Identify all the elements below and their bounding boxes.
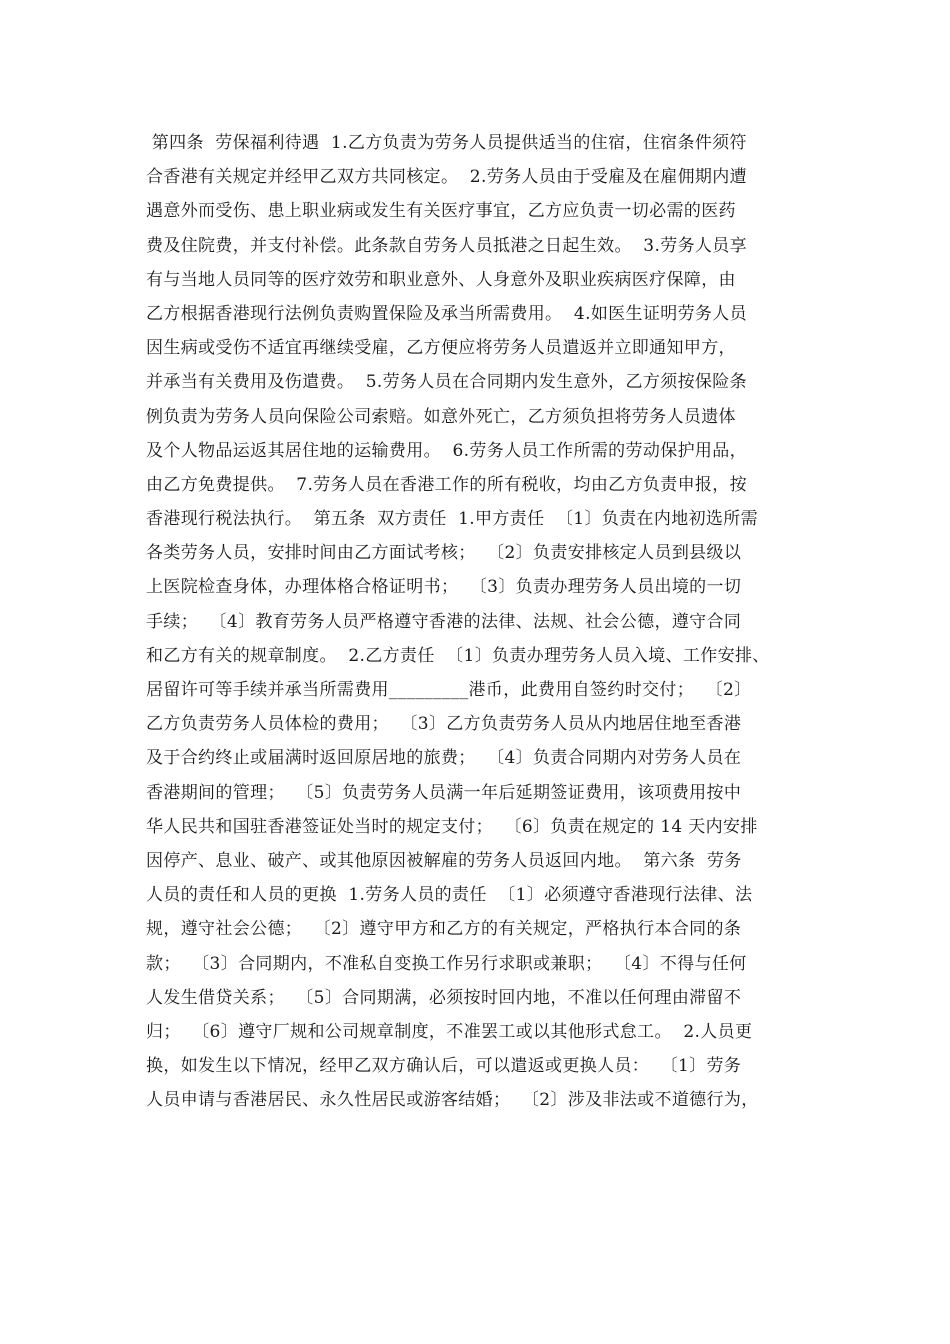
text-line: 并承当有关费用及伤遣费。 5.劳务人员在合同期内发生意外，乙方须按保险条 [146,372,747,393]
text-line: 规，遵守社会公德； 〔2〕遵守甲方和乙方的有关规定，严格执行本合同的条 [146,919,742,940]
text-line: 由乙方免费提供。 7.劳务人员在香港工作的所有税收，均由乙方负责申报，按 [146,474,747,495]
text-line: 人发生借贷关系； 〔5〕合同期满，必须按时回内地，不准以任何理由滞留不 [146,987,742,1008]
text-line: 例负责为劳务人员向保险公司索赔。如意外死亡，乙方须负担将劳务人员遗体 [146,406,736,427]
text-line: 因停产、息业、破产、或其他原因被解雇的劳务人员返回内地。 第六条 劳务 [146,850,742,871]
text-line: 归； 〔6〕遵守厂规和公司规章制度，不准罢工或以其他形式怠工。 2.人员更 [146,1021,753,1042]
text-line: 款； 〔3〕合同期内，不准私自变换工作另行求职或兼职； 〔4〕不得与任何 [146,953,747,974]
text-line: 和乙方有关的规章制度。 2.乙方责任 〔1〕负责办理劳务人员入境、工作安排、 [146,645,770,666]
text-line: 各类劳务人员，安排时间由乙方面试考核； 〔2〕负责安排核定人员到县级以 [146,543,742,564]
text-line: 合香港有关规定并经甲乙双方共同核定。 2.劳务人员由于受雇及在雇佣期内遭 [146,167,747,188]
text-line: 遇意外而受伤、患上职业病或发生有关医疗事宜，乙方应负责一切必需的医药 [146,201,736,222]
text-line: 及个人物品运返其居住地的运输费用。 6.劳务人员工作所需的劳动保护用品， [146,440,747,461]
text-line: 第四条 劳保福利待遇 1.乙方负责为劳务人员提供适当的住宿，住宿条件须符 [146,133,747,153]
text-line: 乙方负责劳务人员体检的费用； 〔3〕乙方负责劳务人员从内地居住地至香港 [146,714,742,735]
text-line: 人员申请与香港居民、永久性居民或游客结婚； 〔2〕涉及非法或不道德行为， [146,1090,759,1111]
text-line: 居留许可等手续并承当所需费用_________港币，此费用自签约时交付； 〔2〕 [146,680,752,700]
text-line: 香港期间的管理； 〔5〕负责劳务人员满一年后延期签证费用，该项费用按中 [146,782,742,803]
text-line: 换，如发生以下情况，经甲乙双方确认后，可以遣返或更换人员： 〔1〕劳务 [146,1056,742,1077]
text-line: 上医院检查身体，办理体格合格证明书； 〔3〕负责办理劳务人员出境的一切 [146,577,742,598]
text-line: 有与当地人员同等的医疗效劳和职业意外、人身意外及职业疾病医疗保障，由 [146,269,736,290]
text-line: 因生病或受伤不适宜再继续受雇，乙方便应将劳务人员遣返并立即通知甲方， [146,338,736,359]
text-line: 华人民共和国驻香港签证处当时的规定支付； 〔6〕负责在规定的 14 天内安排 [146,816,758,837]
text-line: 香港现行税法执行。 第五条 双方责任 1.甲方责任 〔1〕负责在内地初选所需 [146,509,758,530]
text-line: 手续； 〔4〕教育劳务人员严格遵守香港的法律、法规、社会公德，遵守合同 [146,611,742,632]
text-line: 及于合约终止或届满时返回原居地的旅费； 〔4〕负责合同期内对劳务人员在 [146,748,742,769]
text-line: 乙方根据香港现行法例负责购置保险及承当所需费用。 4.如医生证明劳务人员 [146,303,747,324]
contract-body-text [146,126,846,1117]
text-line: 人员的责任和人员的更换 1.劳务人员的责任 〔1〕必须遵守香港现行法律、法 [146,885,753,906]
text-line: 费及住院费，并支付补偿。此条款自劳务人员抵港之日起生效。 3.劳务人员享 [146,235,747,256]
